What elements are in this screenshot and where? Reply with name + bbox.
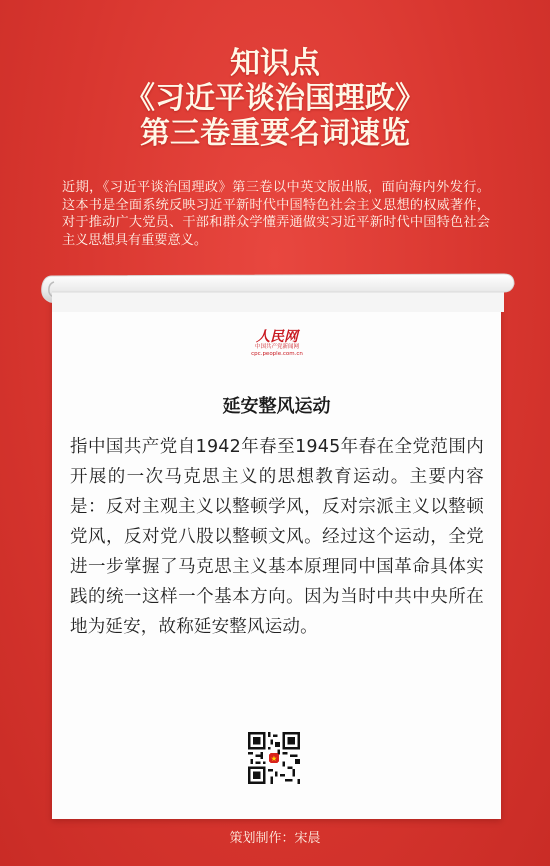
credit-line: 策划制作：宋晨: [229, 831, 321, 846]
title-line-1: 知识点: [230, 46, 320, 81]
logo-url: cpc.people.com.cn: [251, 351, 303, 357]
term-heading: 延安整风运动: [222, 396, 331, 417]
title-line-3: 第三卷重要名词速览: [140, 116, 410, 151]
title-line-2: 《习近平谈治国理政》: [125, 81, 425, 116]
svg-text:★: ★: [270, 753, 278, 763]
qr-code-icon[interactable]: [248, 732, 300, 784]
term-definition: 指中国共产党自1942年春至1945年春在全党范围内开展的一次马克思主义的思想教育运动。主要内容是：反对主观主义以整顿学风，反对宗派主义以整顿党风，反对党八股以整顿文风。经过这个运动，全党进一步掌握了马克思主义基本原理同中国革命具体实践的统一这样一个基本方向。因为当时中共中央所在地为延安，故称延安整风运动。: [70, 437, 484, 637]
logo-subtitle: 中国共产党新闻网: [254, 344, 299, 350]
logo-mark: 人民网: [256, 329, 298, 345]
intro-paragraph: 近期，《习近平谈治国理政》第三卷以中英文版出版，面向海内外发行。这本书是全面系统反映习近平新时代中国特色社会主义思想的权威著作，对于推动广大党员、干部和群众学懂弄通做实习近平新时代中国特色社会主义思想具有重要意义。: [62, 180, 490, 248]
people-daily-logo: [248, 330, 306, 358]
page-title: [0, 46, 550, 151]
scroll-top-roll: [36, 268, 520, 316]
